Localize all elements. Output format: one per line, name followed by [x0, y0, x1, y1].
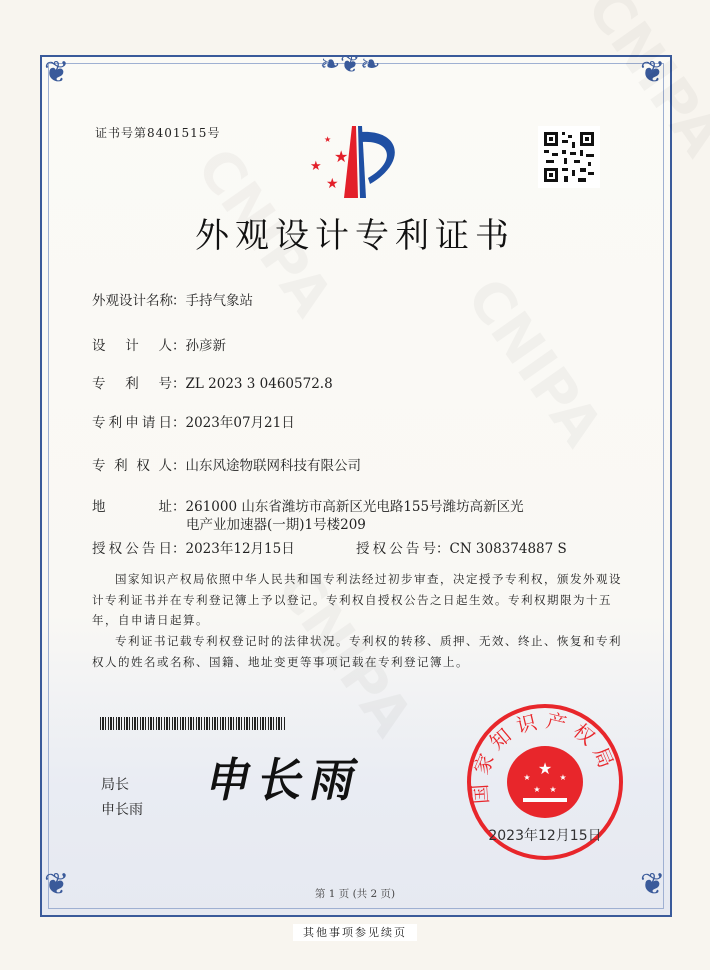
- field-address-line2: 电产业加速器(一期)1号楼209: [186, 517, 366, 533]
- corner-ornament-icon: ❦: [44, 55, 70, 90]
- field-design-name: 外观设计名称：手持气象站: [92, 289, 253, 309]
- corner-ornament-icon: ❦: [640, 867, 666, 902]
- field-application-date: 专利申请日：2023年07月21日: [92, 411, 295, 431]
- field-patent-number: 专利号：ZL 2023 3 0460572.8: [92, 372, 333, 392]
- field-label: 地址: [92, 499, 172, 515]
- field-value: 2023年12月15日: [185, 541, 295, 557]
- field-label: 专利权人: [92, 458, 172, 474]
- field-value: CN 308374887 S: [449, 541, 567, 557]
- field-label: 专利号: [92, 376, 172, 392]
- field-label: 外观设计名称: [92, 293, 173, 309]
- svg-text:★: ★: [523, 773, 531, 782]
- field-grant-date: 授权公告日：2023年12月15日: [92, 537, 295, 557]
- svg-text:★: ★: [549, 785, 557, 794]
- field-value: 孙彦新: [185, 338, 226, 354]
- qr-code-icon[interactable]: [538, 126, 600, 188]
- page-title: 外观设计专利证书: [195, 216, 515, 256]
- svg-text:2023年12月15日: 2023年12月15日: [488, 828, 602, 844]
- field-value: 261000 山东省潍坊市高新区光电路155号潍坊高新区光: [185, 499, 524, 515]
- continued-note: 其他事项参见续页: [0, 924, 710, 940]
- svg-text:★: ★: [334, 147, 349, 166]
- svg-text:★: ★: [559, 773, 567, 782]
- svg-text:★: ★: [533, 785, 541, 794]
- certificate-number: 证书号第8401515号: [95, 126, 221, 140]
- page-number: 第 1 页 (共 2 页): [314, 888, 396, 900]
- field-label: 授权公告日: [92, 541, 172, 557]
- top-ornament-icon: ❧❦❧: [320, 50, 381, 78]
- corner-ornament-icon: ❦: [44, 867, 70, 902]
- statement-paragraph: 专利证书记载专利权登记时的法律状况。专利权的转移、质押、无效、终止、恢复和专利权人的姓名或名称、国籍、地址变更等事项记载在专利登记簿上。: [92, 634, 622, 669]
- svg-text:★: ★: [537, 759, 553, 778]
- barcode-icon: [100, 717, 285, 730]
- field-label: 授权公告号: [356, 541, 436, 557]
- cnipa-logo-icon: [300, 122, 415, 202]
- field-label: 设计人: [92, 338, 172, 354]
- official-seal: [465, 702, 625, 862]
- svg-text:★: ★: [310, 159, 322, 174]
- field-value: 手持气象站: [185, 293, 253, 309]
- corner-ornament-icon: ❦: [640, 55, 666, 90]
- field-patentee: 专利权人：山东风途物联网科技有限公司: [92, 454, 361, 474]
- field-value: 2023年07月21日: [185, 415, 295, 431]
- field-grant-number: 授权公告号：CN 308374887 S: [356, 537, 567, 557]
- svg-text:★: ★: [326, 176, 339, 192]
- field-address: 地址：261000 山东省潍坊市高新区光电路155号潍坊高新区光: [92, 495, 524, 515]
- field-value: 山东风途物联网科技有限公司: [185, 458, 361, 474]
- signatory-name: 申长雨: [101, 802, 143, 818]
- field-value: ZL 2023 3 0460572.8: [185, 376, 333, 392]
- svg-text:国家知识产权局: 国家知识产权局: [467, 708, 622, 805]
- field-designer: 设计人：孙彦新: [92, 334, 226, 354]
- signatory-role: 局长: [101, 777, 129, 793]
- svg-text:★: ★: [324, 135, 332, 144]
- statement-paragraph: 国家知识产权局依照中华人民共和国专利法经过初步审查，决定授予专利权，颁发外观设计专利证书并在专利登记簿上予以登记。专利权自授权公告之日起生效。专利权期限为十五年，自申请日起算。: [92, 572, 622, 627]
- signature: 申长雨: [201, 753, 369, 808]
- field-label: 专利申请日: [92, 415, 172, 431]
